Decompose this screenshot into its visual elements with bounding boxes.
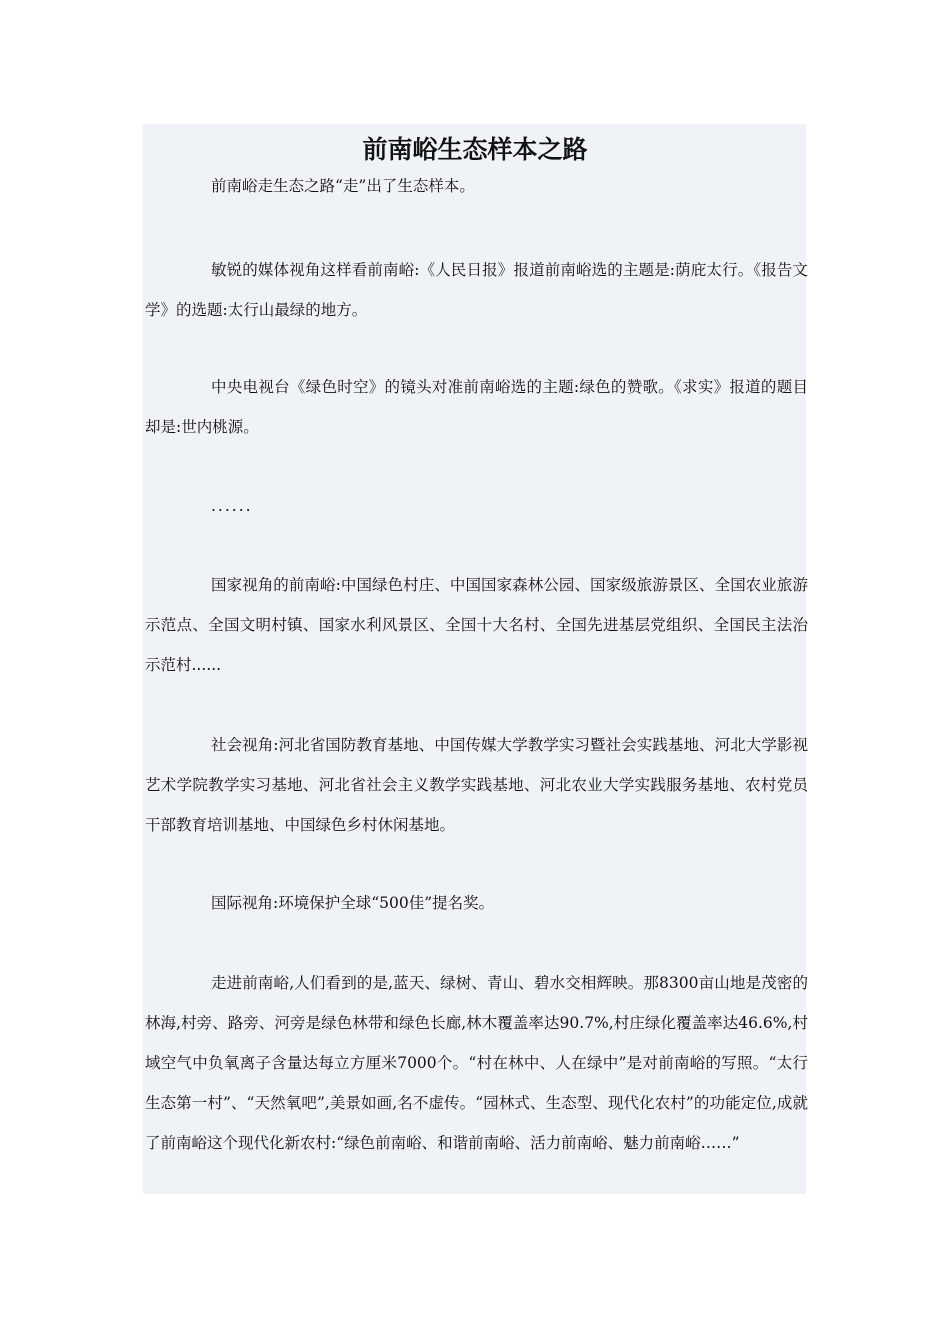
paragraph-international-view: 国际视角:环境保护全球“500佳”提名奖。 [211,894,495,912]
paragraph-intro: 前南峪走生态之路“走”出了生态样本。 [211,177,475,195]
paragraph-media-view: 敏锐的媒体视角这样看前南峪:《人民日报》报道前南峪选的主题是:荫庇太行。《报告文学》的选题:太行山最绿的地方。 [145,261,808,319]
paragraph-cctv-view: 中央电视台《绿色时空》的镜头对准前南峪选的主题:绿色的赞歌。《求实》报道的题目却是:世内桃源。 [145,378,808,436]
paragraph-national-view: 国家视角的前南峪:中国绿色村庄、中国国家森林公园、国家级旅游景区、全国农业旅游示范点、全国文明村镇、国家水利风景区、全国十大名村、全国先进基层党组织、全国民主法治示范村...... [145,576,808,674]
paragraph-ellipsis: ...... [211,497,253,515]
paragraph-description: 走进前南峪,人们看到的是,蓝天、绿树、青山、碧水交相辉映。那8300亩山地是茂密的林海,村旁、路旁、河旁是绿色林带和绿色长廊,林木覆盖率达90.7%,村庄绿化覆盖率达46.6%,村域空气中负氧离子含量达每立方厘米7000个。“村在林中、人在绿中”是对前南峪的写照。“太行生态第一村”、“天然氧吧”,美景如画,名不虚传。“园林式、生态型、现代化农村”的功能定位,成就了前南峪这个现代化新农村:“绿色前南峪、和谐前南峪、活力前南峪、魅力前南峪……” [145,974,808,1152]
document-title: 前南峪生态样本之路 [362,135,588,164]
paragraph-social-view: 社会视角:河北省国防教育基地、中国传媒大学教学实习暨社会实践基地、河北大学影视艺术学院教学实习基地、河北省社会主义教学实践基地、河北农业大学实践服务基地、农村党员干部教育培训基地、中国绿色乡村休闲基地。 [145,736,808,834]
